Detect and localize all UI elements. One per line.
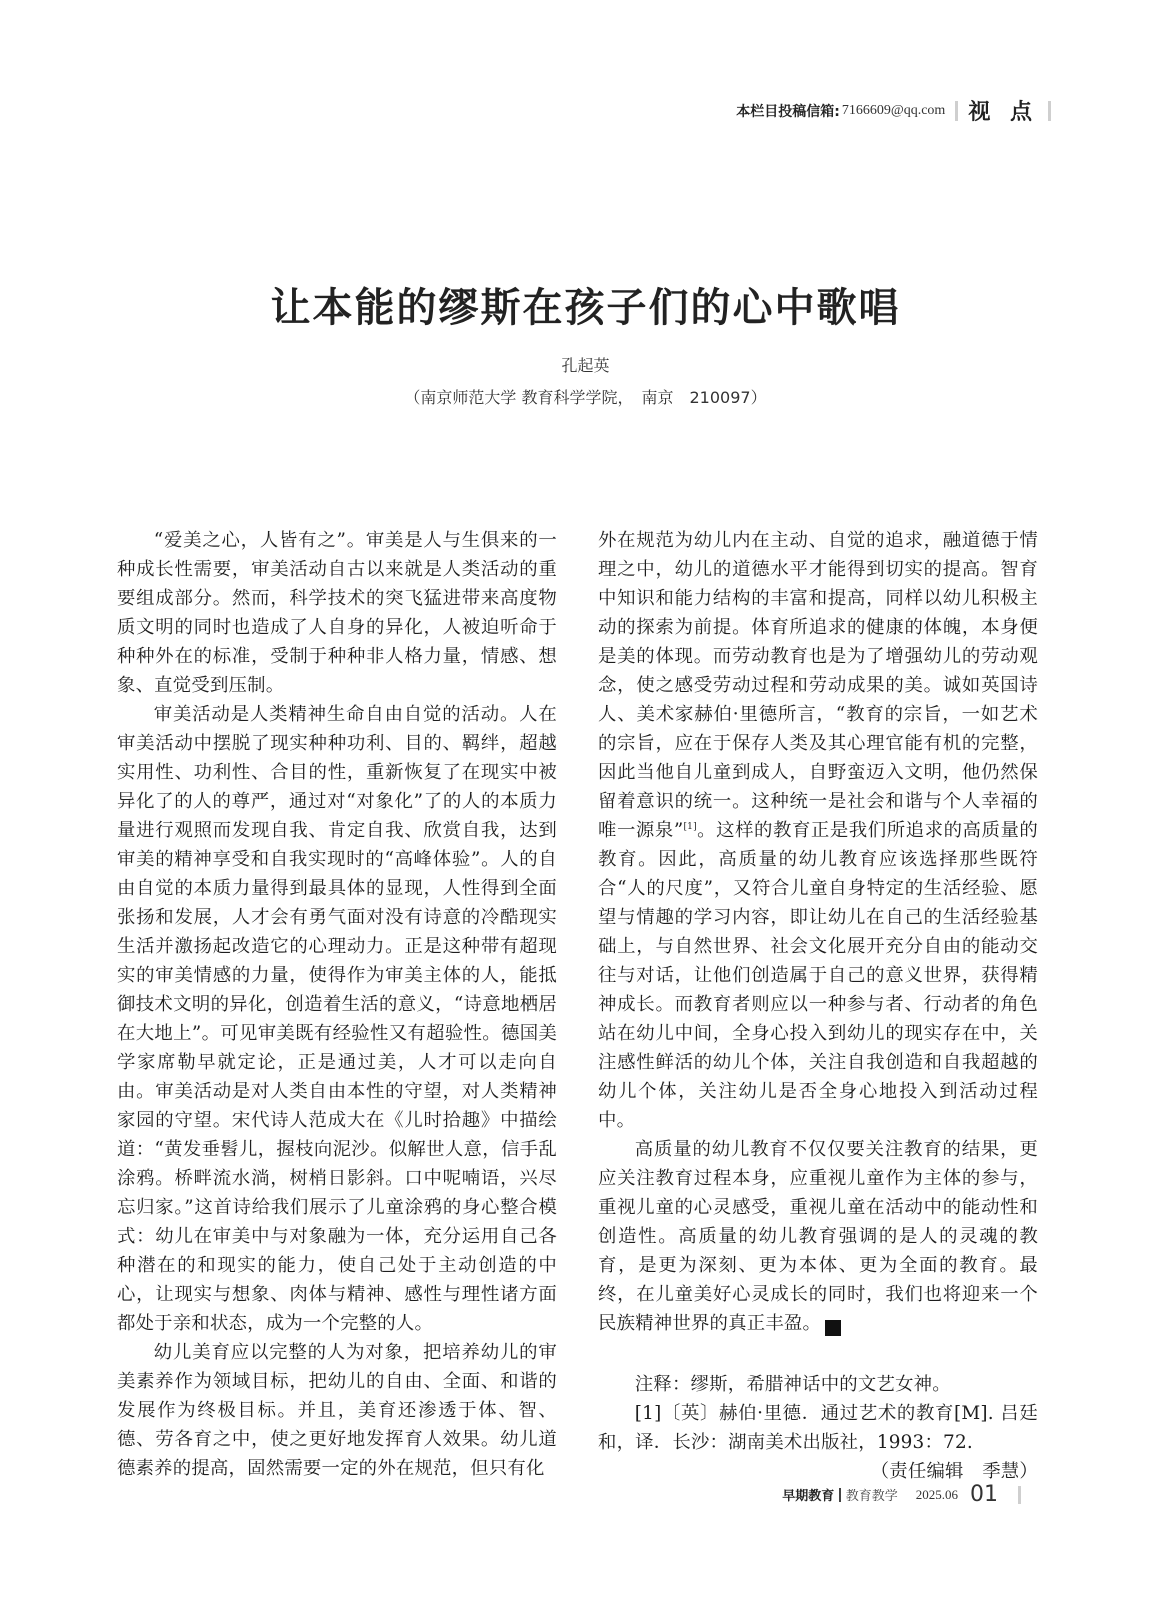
end-mark-icon: ☺ xyxy=(825,1320,841,1336)
contribution-email: 7166609@qq.com xyxy=(841,102,946,118)
journal-column: 教育教学 xyxy=(845,1489,898,1504)
paragraph: 幼儿美育应以完整的人为对象，把培养幼儿的审美素养作为领域目标，把幼儿的自由、全面、和谐的发展作为终极目标。并且，美育还渗透于体、智、德、劳各育之中，使之更好地发挥育人效果。幼儿道德素养的提高，固然需要一定的外在规范，但只有化 xyxy=(117,1342,557,1479)
paragraph-text: 高质量的幼儿教育不仅仅要关注教育的结果，更应关注教育过程本身，应重视儿童作为主体的参与，重视儿童的心灵感受，重视儿童在活动中的能动性和创造性。高质量的幼儿教育强调的是人的灵魂的教育，是更为深刻、更为本体、更为全面的教育。最终，在儿童美好心灵成长的同时，我们也将迎来一个民族精神世界的真正丰盈。 xyxy=(598,1139,1038,1334)
paragraph xyxy=(598,1135,1038,1338)
page-header xyxy=(736,95,1051,126)
reference-item: [1]〔英〕赫伯·里德．通过艺术的教育[M]. 吕廷和，译．长沙：湖南美术出版社，1993：72. xyxy=(598,1403,1038,1453)
right-column xyxy=(598,526,1038,1486)
left-column xyxy=(117,526,557,1483)
header-bar-right xyxy=(1048,101,1051,121)
note: 注释：缪斯，希腊神话中的文艺女神。 xyxy=(634,1374,951,1395)
page-number: 01 xyxy=(970,1482,998,1507)
contribution-label: 本栏目投稿信箱: xyxy=(736,103,840,120)
footer-bar xyxy=(1018,1486,1021,1504)
footer-separator xyxy=(839,1488,841,1502)
paragraph: 审美活动是人类精神生命自由自觉的活动。人在审美活动中摆脱了现实种种功利、目的、羁绊，超越实用性、功利性、合目的性，重新恢复了在现实中被异化了的人的尊严，通过对“对象化”了的人的本质力量进行观照而发现自我、肯定自我、欣赏自我，达到审美的精神享受和自我实现时的“高峰体验”。人的自由自觉的本质力量得到最具体的显现，人性得到全面张扬和发展，人才会有勇气面对没有诗意的冷酷现实生活并激扬起改造它的心理动力。正是这种带有超现实的审美情感的力量，使得作为审美主体的人，能抵御技术文明的异化，创造着生活的意义，“诗意地栖居在大地上”。可见审美既有经验性又有超验性。德国美学家席勒早就定论，正是通过美，人才可以走向自由。审美活动是对人类自由本性的守望，对人类精神家园的守望。宋代诗人范成大在《儿时拾趣》中描绘道：“黄发垂髫儿，握枝向泥沙。似解世人意，信手乱涂鸦。桥畔流水淌，树梢日影斜。口中呢喃语，兴尽忘归家。”这首诗给我们展示了儿童涂鸦的身心整合模式：幼儿在审美中与对象融为一体，充分运用自己各种潜在的和现实的能力，使自己处于主动创造的中心，让现实与想象、肉体与精神、感性与理性诸方面都处于亲和状态，成为一个完整的人。 xyxy=(117,704,557,1334)
issue-date: 2025.06 xyxy=(915,1486,958,1502)
citation-marker[interactable]: [1] xyxy=(683,821,697,832)
paragraph-text: 外在规范为幼儿内在主动、自觉的追求，融道德于情理之中，幼儿的道德水平才能得到切实的提高。智育中知识和能力结构的丰富和提高，同样以幼儿积极主动的探索为前提。体育所追求的健康的体魄，本身便是美的体现。而劳动教育也是为了增强幼儿的劳动观念，使之感受劳动过程和劳动成果的美。诚如英国诗人、美术家赫伯·里德所言，“教育的宗旨，一如艺术的宗旨，应在于保存人类及其心理官能有机的完整，因此当他自儿童到成人，自野蛮迈入文明，他仍然保留着意识的统一。这种统一是社会和谐与个人幸福的唯一源泉” xyxy=(598,530,1038,841)
page-footer xyxy=(782,1482,1021,1507)
journal-name: 早期教育 xyxy=(782,1489,835,1504)
paragraph xyxy=(598,526,1038,1135)
responsible-editor: （责任编辑 季慧） xyxy=(870,1461,1038,1482)
article-author: 孔起英 xyxy=(561,356,610,375)
paragraph-text: 。这样的教育正是我们所追求的高质量的教育。因此，高质量的幼儿教育应该选择那些既符合“人的尺度”，又符合儿童自身特定的生活经验、愿望与情趣的学习内容，即让幼儿在自己的生活经验基础上，与自然世界、社会文化展开充分自由的能动交往与对话，让他们创造属于自己的意义世界，获得精神成长。而教育者则应以一种参与者、行动者的角色站在幼儿中间，全身心投入到幼儿的现实存在中，关注感性鲜活的幼儿个体，关注自我创造和自我超越的幼儿个体，关注幼儿是否全身心地投入到活动过程中。 xyxy=(598,820,1038,1131)
article-affiliation: （南京师范大学 教育科学学院， 南京 210097） xyxy=(404,388,767,407)
notes-section xyxy=(598,1370,1038,1486)
paragraph: “爱美之心，人皆有之”。审美是人与生俱来的一种成长性需要，审美活动自古以来就是人类活动的重要组成部分。然而，科学技术的突飞猛进带来高度物质文明的同时也造成了人自身的异化，人被迫听命于种种外在的标准，受制于种种非人格力量，情感、想象、直觉受到压制。 xyxy=(117,530,557,696)
article-title: 让本能的缪斯在孩子们的心中歌唱 xyxy=(270,285,901,331)
section-name: 视 点 xyxy=(968,100,1038,125)
header-bar-left xyxy=(955,101,958,121)
